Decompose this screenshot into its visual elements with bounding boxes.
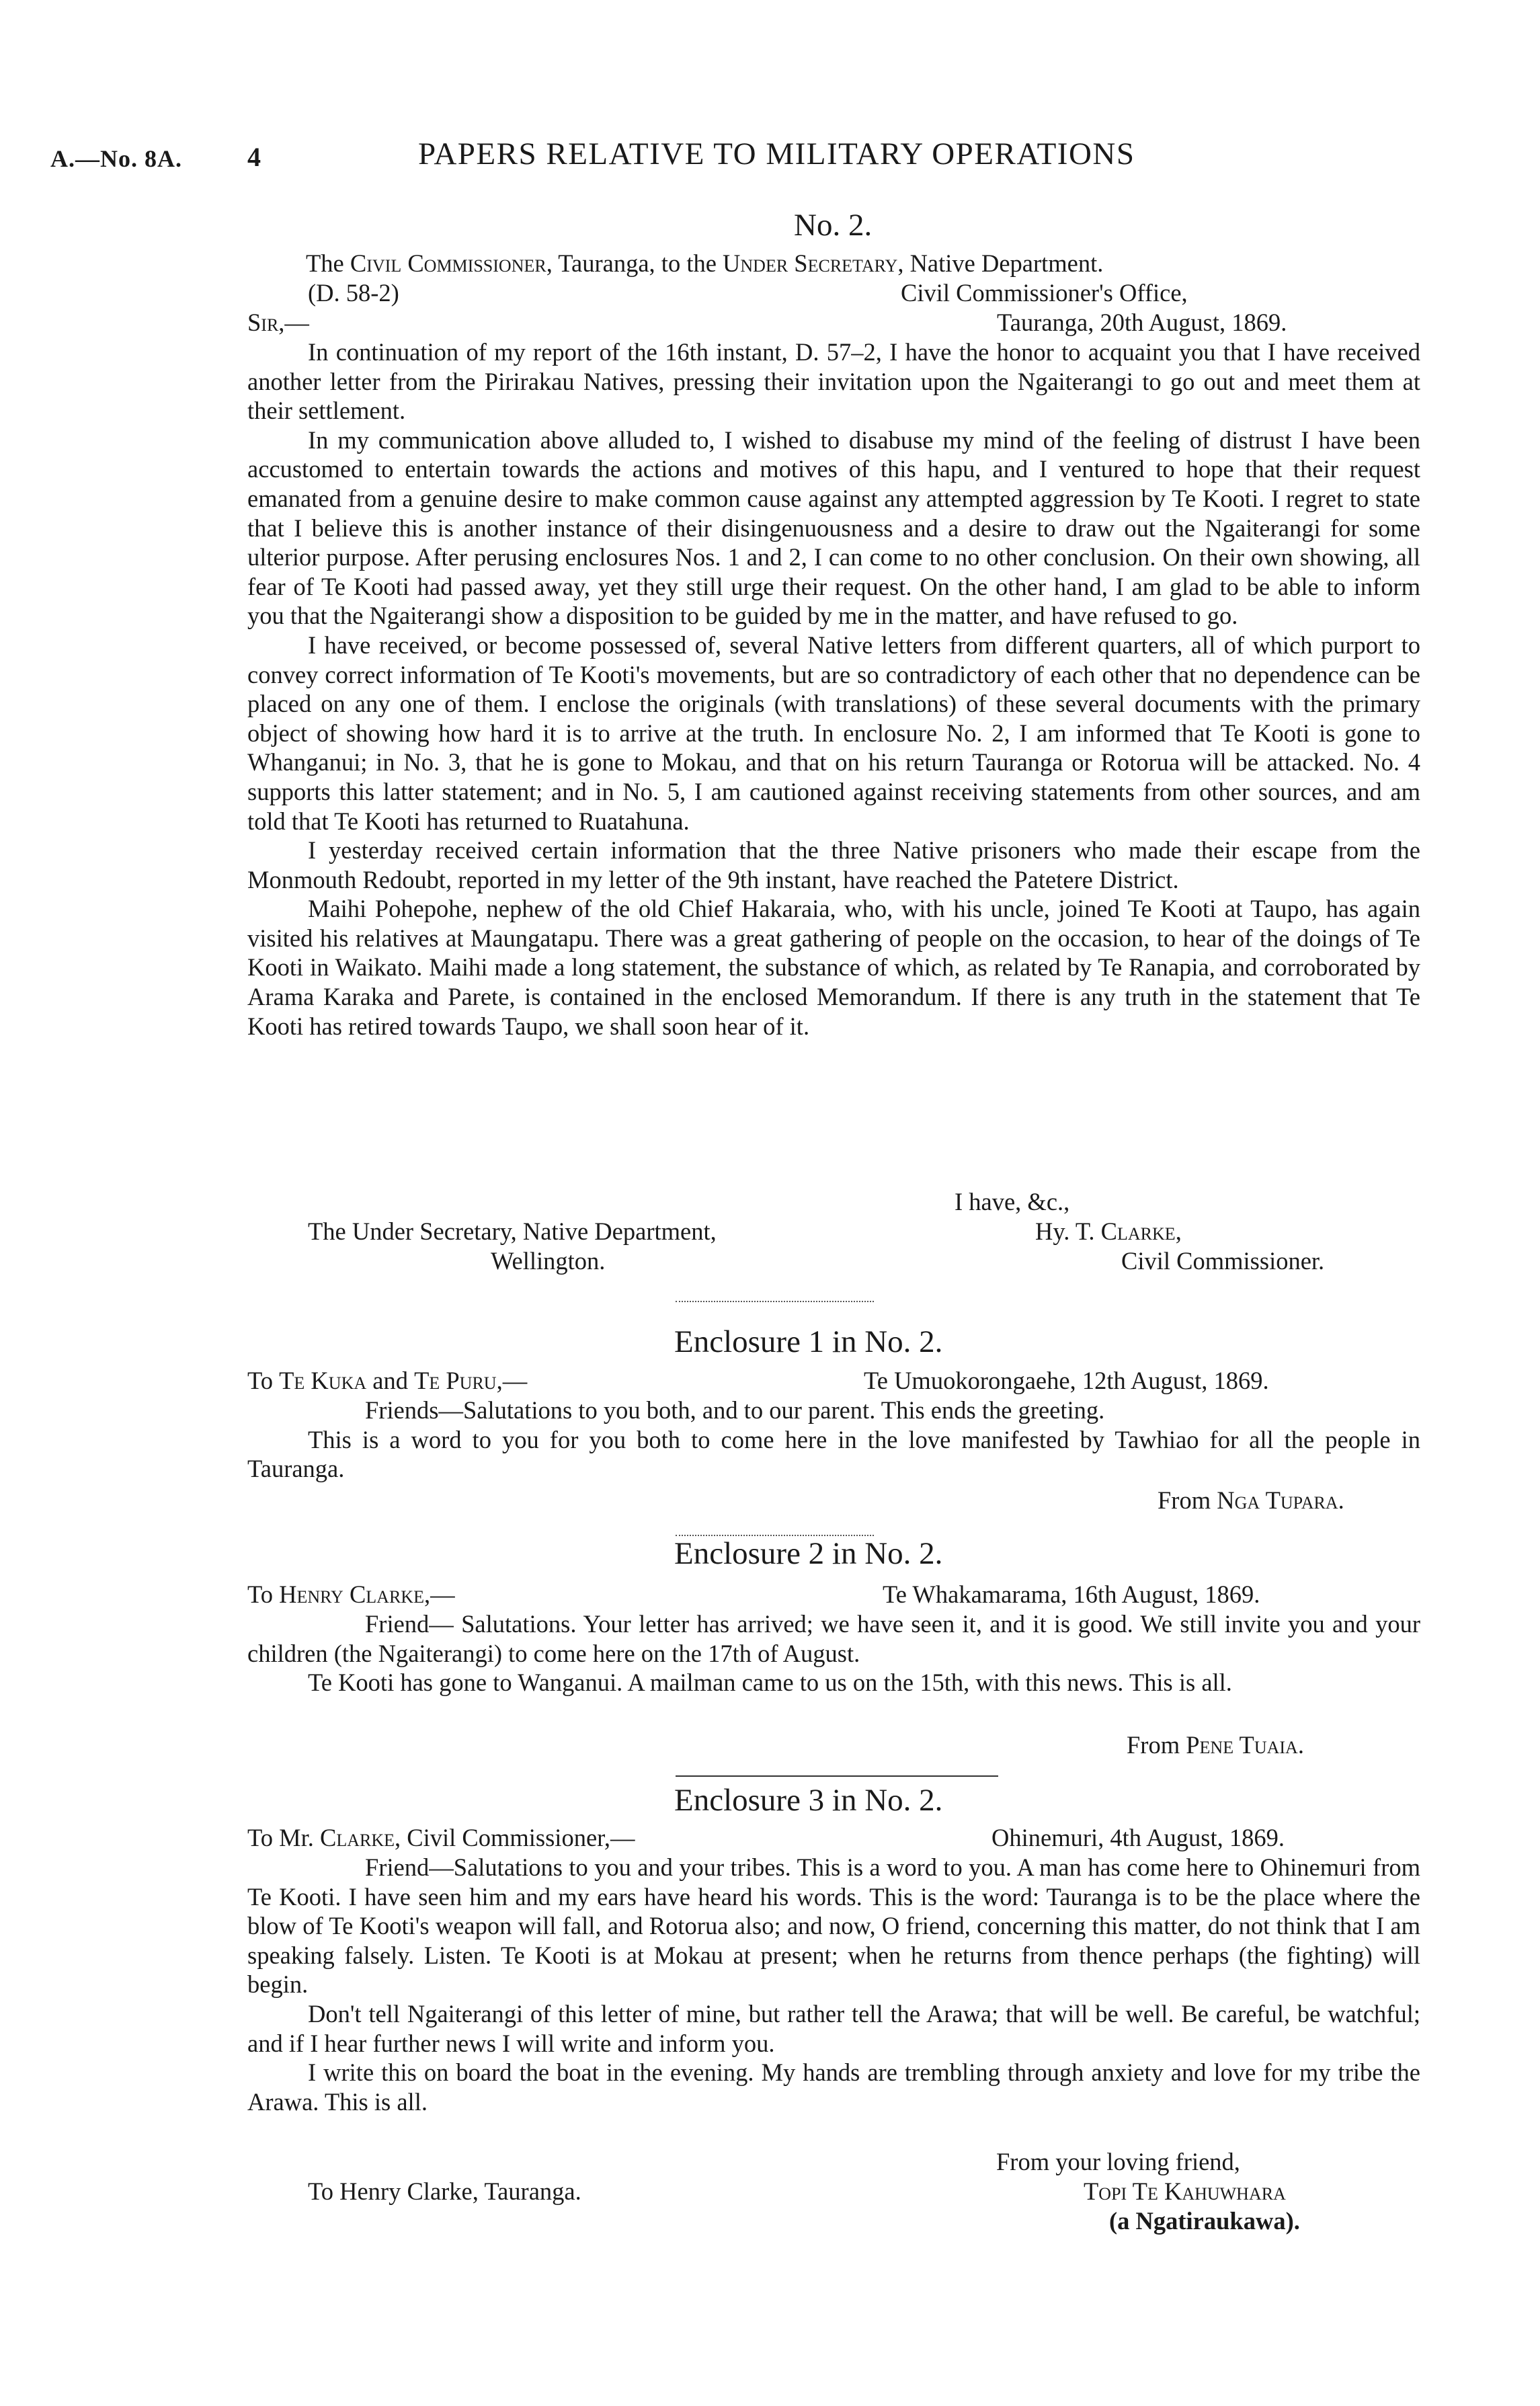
enclosure-3-addressee: To Henry Clarke, Tauranga. (308, 2177, 581, 2205)
enclosure-1-body (247, 1396, 1420, 1484)
letter-body (247, 337, 1420, 1041)
letter-paragraph: In continuation of my report of the 16th instant, D. 57–2, I have the honor to acquaint you that I have received another letter from the Pirirakau Natives, pressing their invitation upon the Ngaiterangi to go out and meet them at their settlement. (247, 338, 1420, 425)
enclosure-3-place-date: Ohinemuri, 4th August, 1869. (991, 1824, 1285, 1851)
letter-paragraph: I yesterday received certain information that the three Native prisoners who made their escape from the Monmouth Redoubt, reported in my letter of the 9th instant, have reached the Patetere District. (247, 836, 1420, 893)
enclosure-paragraph: Don't tell Ngaiterangi of this letter of mine, but rather tell the Arawa; that will be well. Be careful, be watchful; and if I hear further news I will write and inform you. (247, 1999, 1420, 2057)
letter-paragraph: In my communication above alluded to, I wished to disabuse my mind of the feeling of distrust I have been accustomed to entertain towards the actions and motives of this hapu, and I ventured to hope that their request emanated from a genuine desire to make common cause against any attempted aggression by Te Kooti. I regret to state that I believe this is another instance of their disingenuousness and a desire to draw out the Ngaiterangi for some ulterior purpose. After perusing enclosures Nos. 1 and 2, I can come to no other conclusion. On their own showing, all fear of Te Kooti had passed away, yet they still urge their request. On the other hand, I am glad to be able to inform you that the Ngaiterangi show a disposition to be guided by me in the matter, and have refused to go. (247, 426, 1420, 630)
letter-place-date: Tauranga, 20th August, 1869. (997, 309, 1287, 336)
letter-from-line: The Civil Commissioner, Tauranga, to the Under Secretary, Native Department. (306, 249, 1104, 277)
enclosure-2-body (247, 1609, 1420, 1697)
enclosure-2-from: From Pene Tuaia. (1127, 1731, 1304, 1759)
letter-signature: Hy. T. Clarke, (1035, 1217, 1182, 1245)
enclosure-1-to-line: To Te Kuka and Te Puru,— (247, 1367, 528, 1394)
letter-closing: I have, &c., (955, 1188, 1070, 1215)
enclosure-1-place-date: Te Umuokorongaehe, 12th August, 1869. (864, 1367, 1269, 1394)
enclosure-paragraph: Friends—Salutations to you both, and to our parent. This ends the greeting. (365, 1396, 1105, 1424)
document-reference: A.—No. 8A. (50, 145, 182, 172)
enclosure-3-title: Enclosure 3 in No. 2. (674, 1783, 943, 1818)
letter-paragraph: Maihi Pohepohe, nephew of the old Chief Hakaraia, who, with his uncle, joined Te Kooti at Taupo, has again visited his relatives at Maungatapu. There was a great gathering of people on the occasion, to hear of the doings of Te Kooti in Waikato. Maihi made a long statement, the substance of which, as related by Te Ranapia, and corroborated by Arama Karaka and Parete, is contained in the enclosed Memorandum. If there is any truth in the statement that Te Kooti has retired towards Taupo, we shall soon hear of it. (247, 895, 1420, 1040)
letter-salutation: Sir,— (247, 309, 309, 336)
enclosure-1-title: Enclosure 1 in No. 2. (674, 1324, 943, 1359)
letter-office: Civil Commissioner's Office, (901, 279, 1188, 307)
letter-ref-code: (D. 58-2) (308, 279, 399, 307)
enclosure-2-place-date: Te Whakamarama, 16th August, 1869. (883, 1580, 1260, 1608)
enclosure-paragraph: Friend— Salutations. Your letter has arrived; we have seen it, and it is good. We still invite you and your children (the Ngaiterangi) to come here on the 17th of August. (247, 1610, 1420, 1667)
enclosure-paragraph: This is a word to you for you both to come here in the love manifested by Tawhiao for all the people in Tauranga. (247, 1425, 1420, 1483)
letter-addressee-line2: Wellington. (491, 1247, 606, 1275)
letter-paragraph: I have received, or become possessed of, several Native letters from different quarters, all of which purport to convey correct information of Te Kooti's movements, but are so contradictory of each other that no dependence can be placed on any one of them. I enclose the originals (with translations) of these several documents with the primary object of showing how hard it is to arrive at the truth. In enclosure No. 2, I am informed that Te Kooti is gone to Whanganui; in No. 3, that he is gone to Mokau, and that on his return Tauranga or Rotorua will be attacked. No. 4 supports this latter statement; and in No. 5, I am cautioned against receiving statements from other sources, and am told that Te Kooti has returned to Ruatahuna. (247, 631, 1420, 835)
enclosure-2-title: Enclosure 2 in No. 2. (674, 1536, 943, 1571)
letter-addressee-line1: The Under Secretary, Native Department, (308, 1217, 717, 1245)
letter-signature-title: Civil Commissioner. (1121, 1247, 1325, 1275)
enclosure-3-body (247, 1853, 1420, 2116)
enclosure-paragraph: Friend—Salutations to you and your tribes. This is a word to you. A man has come here to Ohinemuri from Te Kooti. I have seen him and my ears have heard his words. This is the word: Tauranga is to be the place where the blow of Te Kooti's weapon will fall, and Rotorua also; and now, O friend, concerning this matter, do not think that I am speaking falsely. Listen. Te Kooti is at Mokau at present; when he returns from thence perhaps (the fighting) will begin. (247, 1853, 1420, 1999)
enclosure-paragraph: Te Kooti has gone to Wanganui. A mailman came to us on the 15th, with this news. This is all. (308, 1669, 1232, 1697)
letter-number-title: No. 2. (794, 208, 873, 243)
enclosure-1-from: From Nga Tupara. (1158, 1486, 1344, 1514)
enclosure-3-signer: Topi Te Kahuwhara (1084, 2177, 1286, 2205)
page-number: 4 (247, 142, 261, 172)
running-title: PAPERS RELATIVE TO MILITARY OPERATIONS (418, 136, 1135, 171)
enclosure-2-to-line: To Henry Clarke,— (247, 1580, 455, 1608)
enclosure-3-closing: From your loving friend, (996, 2148, 1240, 2175)
enclosure-paragraph: I write this on board the boat in the evening. My hands are trembling through anxiety and love for my tribe the Arawa. This is all. (247, 2058, 1420, 2116)
enclosure-3-to-line: To Mr. Clarke, Civil Commissioner,— (247, 1824, 635, 1851)
section-divider (676, 1775, 998, 1777)
enclosure-3-signer-note: (a Ngatiraukawa). (1109, 2207, 1300, 2235)
section-divider (676, 1301, 874, 1302)
